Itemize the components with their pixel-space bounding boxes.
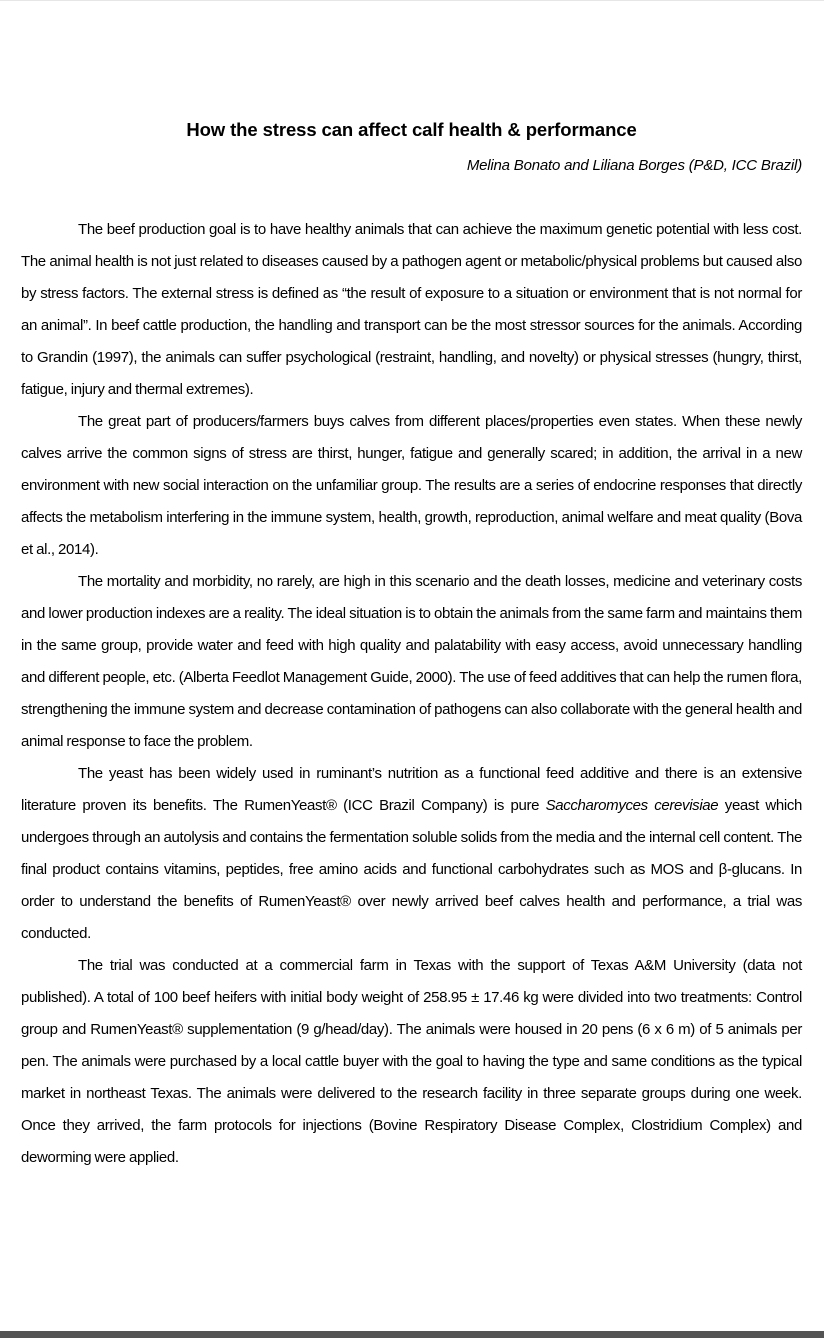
- paragraph-trial: The trial was conducted at a commercial farm in Texas with the support of Texas A&M University (data not published). A total of 100 beef heifers with initial body weight of 258.95 ± 17.46 kg were divided into two treatments: Control group and RumenYeast® supplementation (9 g/head/day). The animals were housed in 20 pens (6 x 6 m) of 5 animals per pen. The animals were purchased by a local cattle buyer with the goal to having the type and same conditions as the typical market in northeast Texas. The animals were delivered to the research facility in three separate groups during one week. Once they arrived, the farm protocols for injections (Bovine Respiratory Disease Complex, Clostridium Complex) and deworming were applied.: [21, 957, 802, 1166]
- page-bottom-bar: [0, 1331, 824, 1338]
- document-authors: Melina Bonato and Liliana Borges (P&D, ICC Brazil): [466, 157, 802, 174]
- paragraph-calf-arrival: The great part of producers/farmers buys calves from different places/properties even states. When these newly calves arrive the common signs of stress are thirst, hunger, fatigue and generally scared; in addition, the arrival in a new environment with new social interaction on the unfamiliar group. The results are a series of endocrine responses that directly affects the metabolism interfering in the immune system, health, growth, reproduction, animal welfare and meat quality (Bova et al., 2014).: [21, 413, 802, 558]
- paragraph-yeast: [21, 758, 802, 950]
- document-body: [21, 214, 802, 1174]
- paragraph-mortality: The mortality and morbidity, no rarely, are high in this scenario and the death losses, medicine and veterinary costs and lower production indexes are a reality. The ideal situation is to obtain the animals from the same farm and maintains them in the same group, provide water and feed with high quality and palatability with easy access, avoid unnecessary handling and different people, etc. (Alberta Feedlot Management Guide, 2000). The use of feed additives that can help the rumen flora, strengthening the immune system and decrease contamination of pathogens can also collaborate with the general health and animal response to face the problem.: [21, 573, 802, 750]
- document-title: How the stress can affect calf health & performance: [186, 119, 637, 140]
- page-top-border: [0, 0, 824, 1]
- paragraph-intro: The beef production goal is to have healthy animals that can achieve the maximum genetic potential with less cost. The animal health is not just related to diseases caused by a pathogen agent or metabolic/physical problems but caused also by stress factors. The external stress is defined as “the result of exposure to a situation or environment that is not normal for an animal”. In beef cattle production, the handling and transport can be the most stressor sources for the animals. According to Grandin (1997), the animals can suffer psychological (restraint, handling, and novelty) or physical stresses (hungry, thirst, fatigue, injury and thermal extremes).: [21, 221, 802, 398]
- paragraph-yeast-part-1: The yeast has been widely used in ruminant’s nutrition as a functional feed additive and there is an extensive literature proven its benefits. The RumenYeast® (ICC Brazil Company) is pure: [21, 765, 802, 814]
- paragraph-yeast-part-2: yeast which undergoes through an autolysis and contains the fermentation soluble solids from the media and the internal cell content. The final product contains vitamins, peptides, free amino acids and functional carbohydrates such as MOS and β-glucans. In order to understand the benefits of RumenYeast® over newly arrived beef calves health and performance, a trial was conducted.: [21, 797, 802, 942]
- species-name: Saccharomyces cerevisiae: [545, 797, 719, 814]
